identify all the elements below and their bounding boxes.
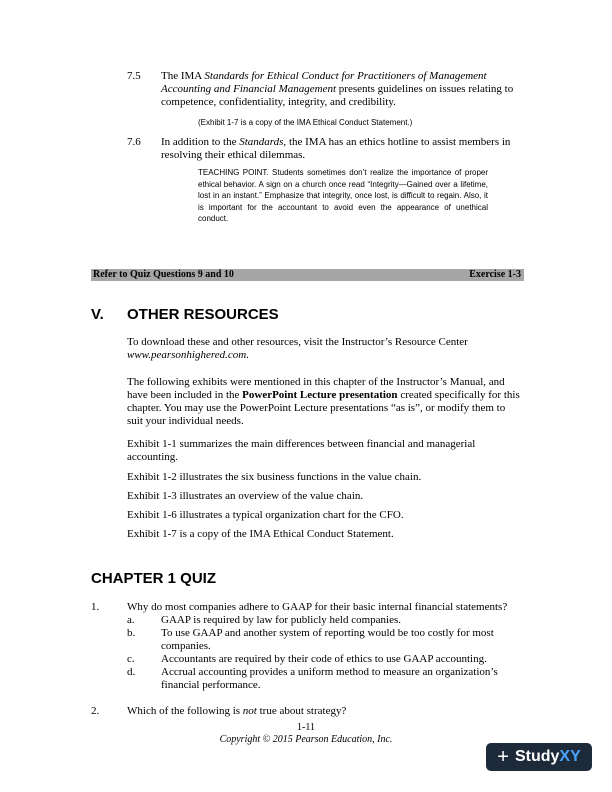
item-text-7-6: In addition to the Standards, the IMA has an ethics hotline to assist members in resolving their ethical dilemmas. xyxy=(161,136,511,161)
option-letter: c. xyxy=(127,653,135,665)
copyright: Copyright © 2015 Pearson Education, Inc. xyxy=(219,734,393,745)
option-text: Accrual accounting provides a uniform method to measure an organization’s financial performance. xyxy=(161,666,498,691)
question-text: Why do most companies adhere to GAAP for their basic internal financial statements? xyxy=(127,601,508,613)
resources-intro: To download these and other resources, visit the Instructor’s Resource Center www.pearsonhighered.com. xyxy=(127,336,468,361)
option-text: To use GAAP and another system of reporting would be too costly for most companies. xyxy=(161,627,494,652)
studyxy-logo: + StudyXY xyxy=(486,743,592,771)
section-number: V. xyxy=(91,306,104,323)
item-number-7-5: 7.5 xyxy=(127,70,141,82)
quiz-reference-bar xyxy=(91,269,524,281)
exhibit-line: Exhibit 1-2 illustrates the six business functions in the value chain. xyxy=(127,471,422,483)
question-number: 2. xyxy=(91,705,100,717)
exhibit-line: Exhibit 1-1 summarizes the main differences between financial and managerial accounting. xyxy=(127,438,476,463)
question-text: Which of the following is not true about strategy? xyxy=(127,705,347,717)
quiz-reference-label: Refer to Quiz Questions 9 and 10 xyxy=(93,269,234,280)
item-text-7-5: The IMA Standards for Ethical Conduct for Practitioners of Management Accounting and Financial Management presents guidelines on issues relating to competence, confidentiality, integrity, and credibility. xyxy=(161,70,514,108)
exhibit-line: Exhibit 1-7 is a copy of the IMA Ethical Conduct Statement. xyxy=(127,528,394,540)
exhibit-note: (Exhibit 1-7 is a copy of the IMA Ethical Conduct Statement.) xyxy=(198,118,413,127)
resources-paragraph: The following exhibits were mentioned in this chapter of the Instructor’s Manual, and have been included in the PowerPoint Lecture presentation created specifically for this chapter. You may use the PowerPoint Lecture presentations “as is”, or modify them to suit your individual needs. xyxy=(127,376,520,427)
item-number-7-6: 7.6 xyxy=(127,136,141,148)
page-number: 1-11 xyxy=(297,722,315,733)
exhibit-line: Exhibit 1-3 illustrates an overview of the value chain. xyxy=(127,490,364,502)
option-text: GAAP is required by law for publicly held companies. xyxy=(161,614,402,626)
exercise-reference-label: Exercise 1-3 xyxy=(469,269,521,280)
section-title: OTHER RESOURCES xyxy=(127,306,279,323)
plus-icon: + xyxy=(497,746,509,768)
option-letter: d. xyxy=(127,666,136,678)
quiz-title: CHAPTER 1 QUIZ xyxy=(91,570,217,587)
option-letter: b. xyxy=(127,627,136,639)
resource-center-url: www.pearsonhighered.com xyxy=(127,349,247,361)
exhibit-line: Exhibit 1-6 illustrates a typical organization chart for the CFO. xyxy=(127,509,404,521)
teaching-point: TEACHING POINT. Students sometimes don’t realize the importance of proper ethical behavior. A sign on a church once read “Integrity—Gained over a lifetime, lost in an instant.” Emphasize that integrity, once lost, is difficult to regain. Also, it is important for the accountant to avoid even the appearance of unethical conduct. xyxy=(198,168,488,223)
option-letter: a. xyxy=(127,614,135,626)
option-text: Accountants are required by their code of ethics to use GAAP accounting. xyxy=(161,653,487,665)
question-number: 1. xyxy=(91,601,100,613)
